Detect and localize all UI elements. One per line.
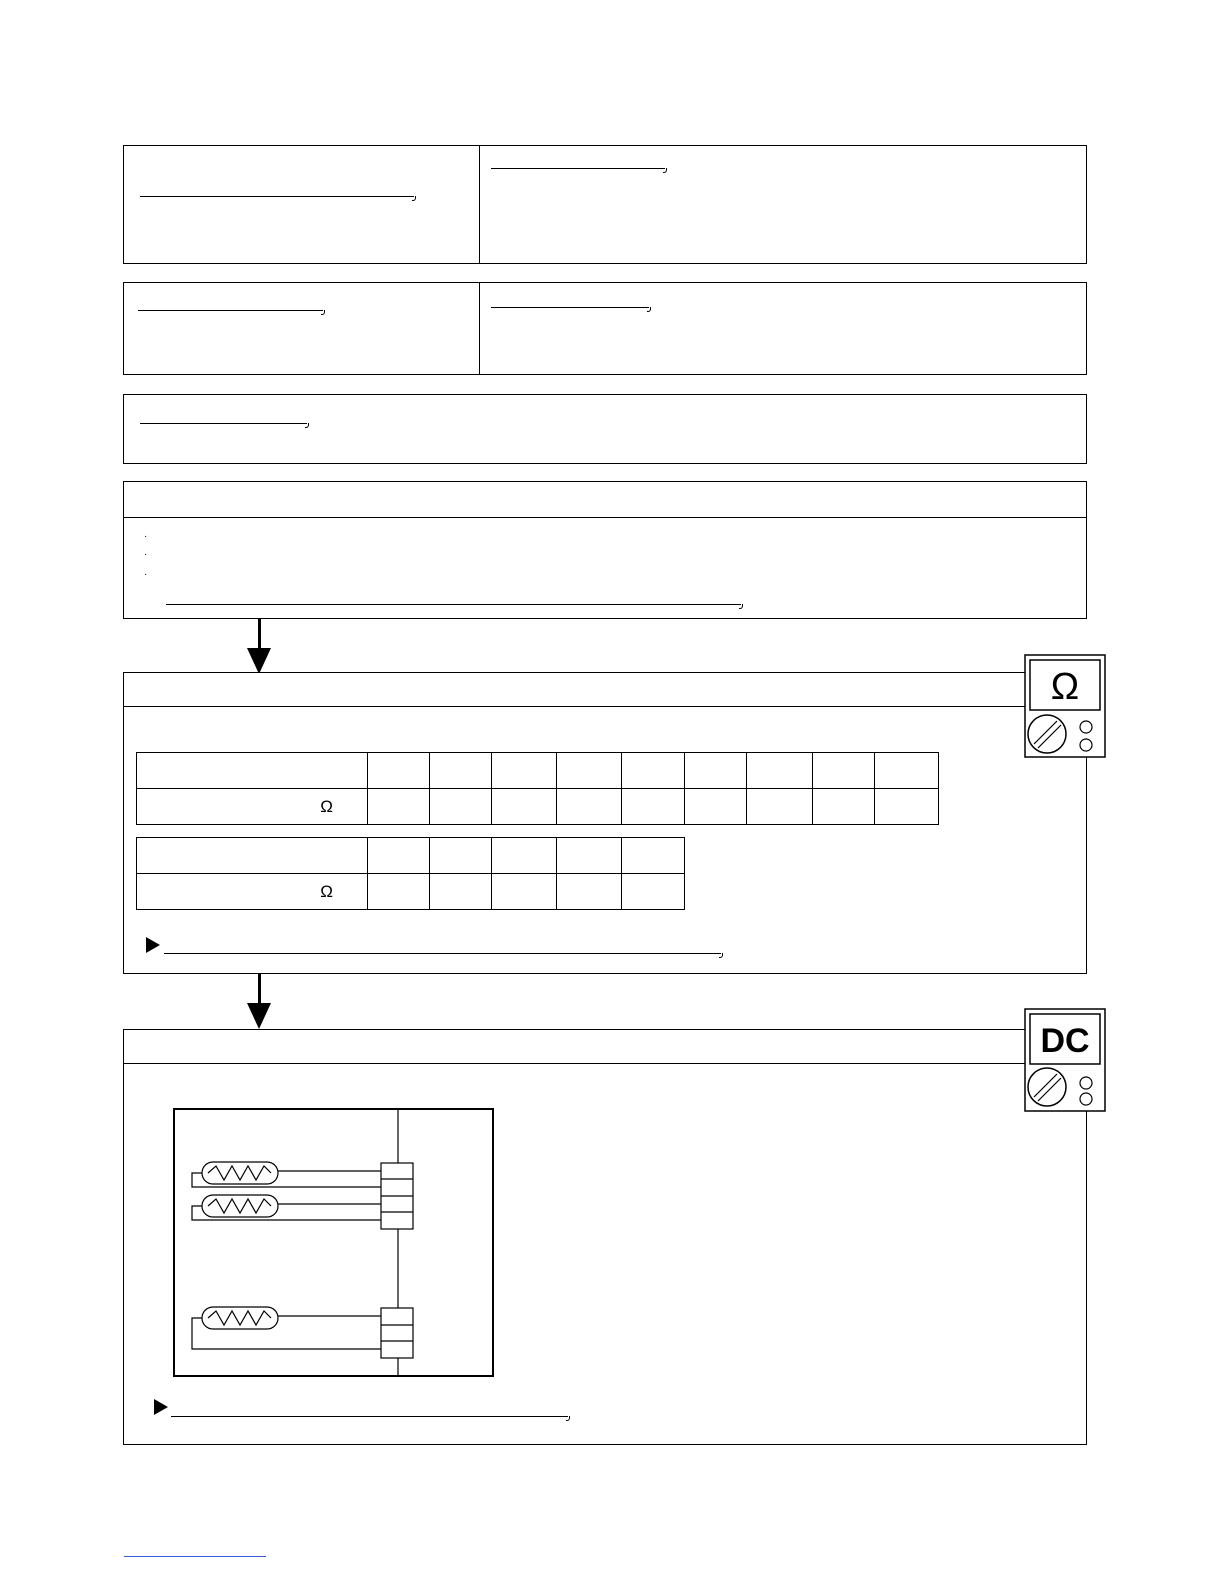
table-cell xyxy=(492,753,557,789)
table-cell xyxy=(875,789,939,825)
ohmmeter-icon xyxy=(1024,654,1106,758)
resistance-step-link-line xyxy=(164,953,721,954)
info-box-2-divider xyxy=(479,283,480,374)
table-cell xyxy=(622,753,685,789)
info-box-2 xyxy=(123,282,1087,375)
resistance-table-2 xyxy=(136,837,685,910)
table-cell xyxy=(557,874,622,910)
info-box-1-right-link-line xyxy=(491,168,665,169)
table-cell xyxy=(430,874,492,910)
checklist-box xyxy=(123,481,1087,619)
resistance-table-1 xyxy=(136,752,939,825)
dc-voltmeter-icon xyxy=(1024,1008,1106,1112)
ohm-unit-label: Ω xyxy=(137,789,368,825)
table-header-cell xyxy=(137,838,368,874)
ohm-unit-label: Ω xyxy=(137,874,368,910)
table-row xyxy=(137,838,685,874)
info-box-1 xyxy=(123,145,1087,264)
table-cell xyxy=(875,753,939,789)
info-box-3-link-line xyxy=(140,423,307,424)
checklist-bullet-2: · xyxy=(144,549,148,560)
ohm-symbol: Ω xyxy=(1050,666,1080,708)
table-row xyxy=(137,874,685,910)
voltage-step-link-line xyxy=(171,1416,568,1417)
resistance-step-header-divider xyxy=(124,706,1086,707)
table-cell xyxy=(557,838,622,874)
voltage-step-header-divider xyxy=(124,1063,1086,1064)
checklist-bullet-1: · xyxy=(144,531,148,542)
sensor-wiring-diagram xyxy=(173,1108,495,1378)
table-cell xyxy=(685,789,747,825)
info-box-1-left-link-line xyxy=(140,196,414,197)
table-header-cell xyxy=(137,753,368,789)
footer-link-line[interactable] xyxy=(124,1556,266,1557)
table-cell xyxy=(622,874,685,910)
info-box-2-left-link-line xyxy=(138,310,323,311)
table-cell xyxy=(747,789,813,825)
pointer-triangle-icon xyxy=(154,1399,168,1415)
checklist-header-divider xyxy=(124,517,1086,518)
dc-label: DC xyxy=(1040,1022,1090,1060)
table-row xyxy=(137,789,939,825)
table-cell xyxy=(492,874,557,910)
table-cell xyxy=(747,753,813,789)
table-cell xyxy=(430,838,492,874)
table-cell xyxy=(368,753,430,789)
table-cell xyxy=(813,789,875,825)
table-cell xyxy=(430,789,492,825)
table-cell xyxy=(368,789,430,825)
info-box-3 xyxy=(123,394,1087,464)
table-cell xyxy=(813,753,875,789)
table-cell xyxy=(557,753,622,789)
table-cell xyxy=(492,838,557,874)
pointer-triangle-icon xyxy=(146,937,160,953)
table-cell xyxy=(622,838,685,874)
checklist-bullet-3: · xyxy=(144,569,148,580)
table-cell xyxy=(685,753,747,789)
table-cell xyxy=(557,789,622,825)
table-cell xyxy=(492,789,557,825)
info-box-1-divider xyxy=(479,146,480,263)
table-cell xyxy=(368,874,430,910)
table-cell xyxy=(622,789,685,825)
info-box-2-right-link-line xyxy=(491,307,649,308)
table-cell xyxy=(368,838,430,874)
table-cell xyxy=(430,753,492,789)
table-row xyxy=(137,753,939,789)
checklist-link-line xyxy=(166,604,741,605)
